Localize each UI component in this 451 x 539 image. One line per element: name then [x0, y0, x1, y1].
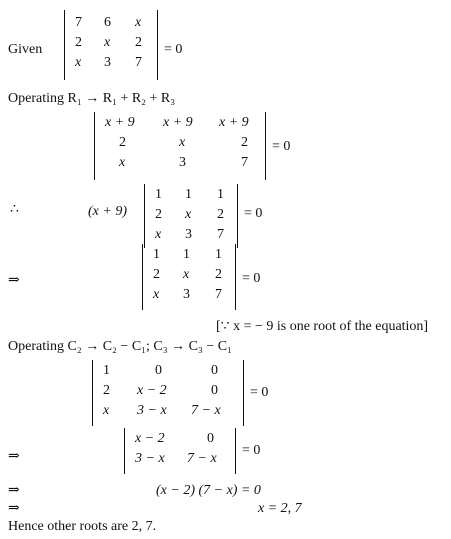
determinant-row-op	[94, 112, 266, 180]
matrix-cell: 6	[104, 15, 111, 30]
matrix-cell: 0	[207, 431, 214, 446]
matrix-cell: 7	[241, 155, 248, 170]
matrix-cell: 1	[155, 187, 162, 202]
determinant-column-op	[92, 360, 244, 426]
root-note: [∵ x = − 9 is one root of the equation]	[216, 319, 429, 334]
matrix-cell: 2	[119, 135, 126, 150]
matrix-cell: 1	[153, 247, 160, 262]
matrix-cell: 7	[135, 55, 142, 70]
equals-zero: = 0	[250, 385, 269, 400]
operation-text: Operating R₁ → R₁ + R₂ + R₃	[8, 91, 176, 106]
matrix-cell: x	[103, 403, 110, 418]
matrix-cell: 3	[183, 287, 190, 302]
matrix-cell: 0	[211, 383, 218, 398]
determinant-factored	[144, 184, 238, 248]
matrix-cell: 1	[183, 247, 190, 262]
matrix-cell: 2	[155, 207, 162, 222]
matrix-cell: x	[183, 267, 190, 282]
matrix-cell: 2	[103, 383, 110, 398]
matrix-cell: 2	[135, 35, 142, 50]
matrix-cell: 7 − x	[191, 403, 221, 418]
equals-zero: = 0	[242, 443, 261, 458]
implies-symbol: ⇒	[8, 449, 20, 464]
matrix-cell: x	[185, 207, 192, 222]
equals-zero: = 0	[272, 139, 291, 154]
matrix-cell: 3	[104, 55, 111, 70]
equals-zero: = 0	[242, 271, 261, 286]
matrix-cell: 3	[185, 227, 192, 242]
matrix-cell: 3	[179, 155, 186, 170]
equals-zero: = 0	[244, 206, 263, 221]
matrix-cell: 2	[217, 207, 224, 222]
matrix-cell: x	[104, 35, 111, 50]
matrix-cell: x + 9	[163, 115, 193, 130]
implies-symbol: ⇒	[8, 501, 20, 516]
matrix-cell: x	[153, 287, 160, 302]
matrix-cell: 7	[75, 15, 82, 30]
matrix-cell: x	[179, 135, 186, 150]
matrix-cell: 2	[75, 35, 82, 50]
matrix-cell: 2	[215, 267, 222, 282]
matrix-cell: x − 2	[137, 383, 167, 398]
product-equation: (x − 2) (7 − x) = 0	[156, 483, 261, 498]
implies-symbol: ⇒	[8, 273, 20, 288]
matrix-cell: x − 2	[135, 431, 165, 446]
matrix-cell: 0	[155, 363, 162, 378]
matrix-cell: 1	[103, 363, 110, 378]
matrix-cell: x + 9	[105, 115, 135, 130]
matrix-cell: x + 9	[219, 115, 249, 130]
matrix-cell: 1	[185, 187, 192, 202]
matrix-cell: 7	[217, 227, 224, 242]
matrix-cell: 1	[217, 187, 224, 202]
matrix-cell: x	[75, 55, 82, 70]
conclusion-text: Hence other roots are 2, 7.	[8, 519, 157, 534]
matrix-cell: 3 − x	[135, 451, 165, 466]
determinant-reduced	[142, 244, 236, 310]
matrix-cell: 2	[241, 135, 248, 150]
matrix-cell: x	[135, 15, 142, 30]
operation-text: Operating C₂ → C₂ − C₁; C₃ → C₃ − C₁	[8, 339, 232, 354]
matrix-cell: x	[155, 227, 162, 242]
given-label: Given	[8, 42, 43, 57]
solution-values: x = 2, 7	[258, 501, 302, 516]
implies-symbol: ⇒	[8, 483, 20, 498]
matrix-cell: 0	[211, 363, 218, 378]
determinant-2x2	[124, 428, 236, 474]
factor-expression: (x + 9)	[88, 204, 127, 219]
matrix-cell: 7	[215, 287, 222, 302]
matrix-cell: x	[119, 155, 126, 170]
determinant-given	[64, 10, 158, 80]
matrix-cell: 3 − x	[137, 403, 167, 418]
therefore-symbol: ∴	[10, 202, 19, 217]
matrix-cell: 2	[153, 267, 160, 282]
matrix-cell: 7 − x	[187, 451, 217, 466]
matrix-cell: 1	[215, 247, 222, 262]
equals-zero: = 0	[164, 42, 183, 57]
